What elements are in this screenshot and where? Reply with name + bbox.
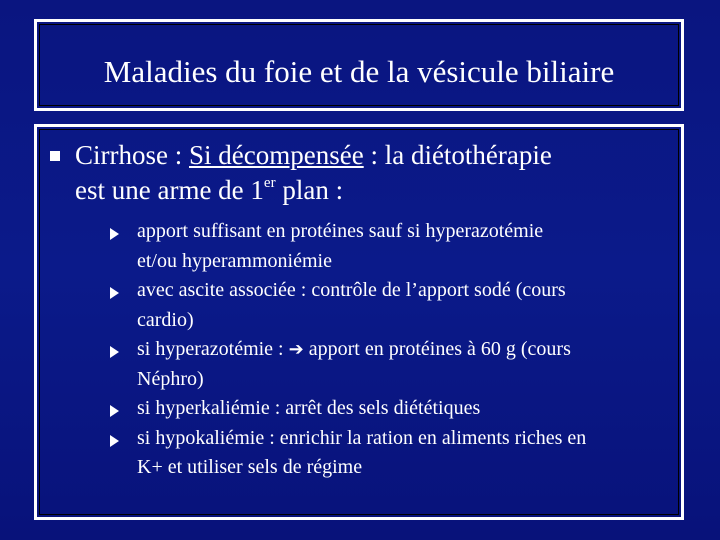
main-suffix: : la diétothérapie xyxy=(363,140,552,170)
list-item-line1: avec ascite associée : contrôle de l’apport sodé (cours xyxy=(137,279,566,301)
title-frame xyxy=(34,19,684,111)
list-item-line2: cardio) xyxy=(137,308,194,331)
list-item-line1: apport suffisant en protéines sauf si hyperazotémie xyxy=(137,220,544,242)
content-frame xyxy=(34,124,684,520)
list-item xyxy=(87,217,687,276)
list-item-line1 xyxy=(137,335,687,365)
arrow-bullet-icon xyxy=(110,405,119,417)
square-bullet-icon xyxy=(50,151,60,161)
list-item-line2: K+ et utiliser sels de régime xyxy=(137,456,363,478)
slide-title: Maladies du foie et de la vésicule biliaire xyxy=(103,54,615,89)
main-line2-b: plan : xyxy=(275,175,344,205)
sub-point-list xyxy=(87,217,687,483)
list-item-line2: Néphro) xyxy=(137,367,204,390)
main-point xyxy=(75,138,675,208)
list-item xyxy=(87,276,687,335)
list-item-line1: si hyperkaliémie : arrêt des sels diététiques xyxy=(137,397,481,419)
list-item xyxy=(87,424,687,483)
main-prefix: Cirrhose : xyxy=(75,140,189,170)
arrow-bullet-icon xyxy=(110,228,119,240)
main-line2-sup: er xyxy=(263,175,276,191)
list-item xyxy=(87,335,687,394)
main-underlined: Si décompensée xyxy=(189,140,364,170)
list-item xyxy=(87,394,687,424)
list-item-line2: et/ou hyperammoniémie xyxy=(137,249,332,272)
arrow-bullet-icon xyxy=(110,346,119,358)
list-item-text-b: apport en protéines à 60 g (cours xyxy=(303,338,571,360)
list-item-text-a: si hyperazotémie : xyxy=(137,338,289,360)
list-item-line1: si hypokaliémie : enrichir la ration en aliments riches en xyxy=(137,426,587,449)
arrow-bullet-icon xyxy=(110,435,119,447)
arrow-bullet-icon xyxy=(110,287,119,299)
main-line2-a: est une arme de 1 xyxy=(75,175,264,205)
right-arrow-icon: ➔ xyxy=(288,339,304,359)
